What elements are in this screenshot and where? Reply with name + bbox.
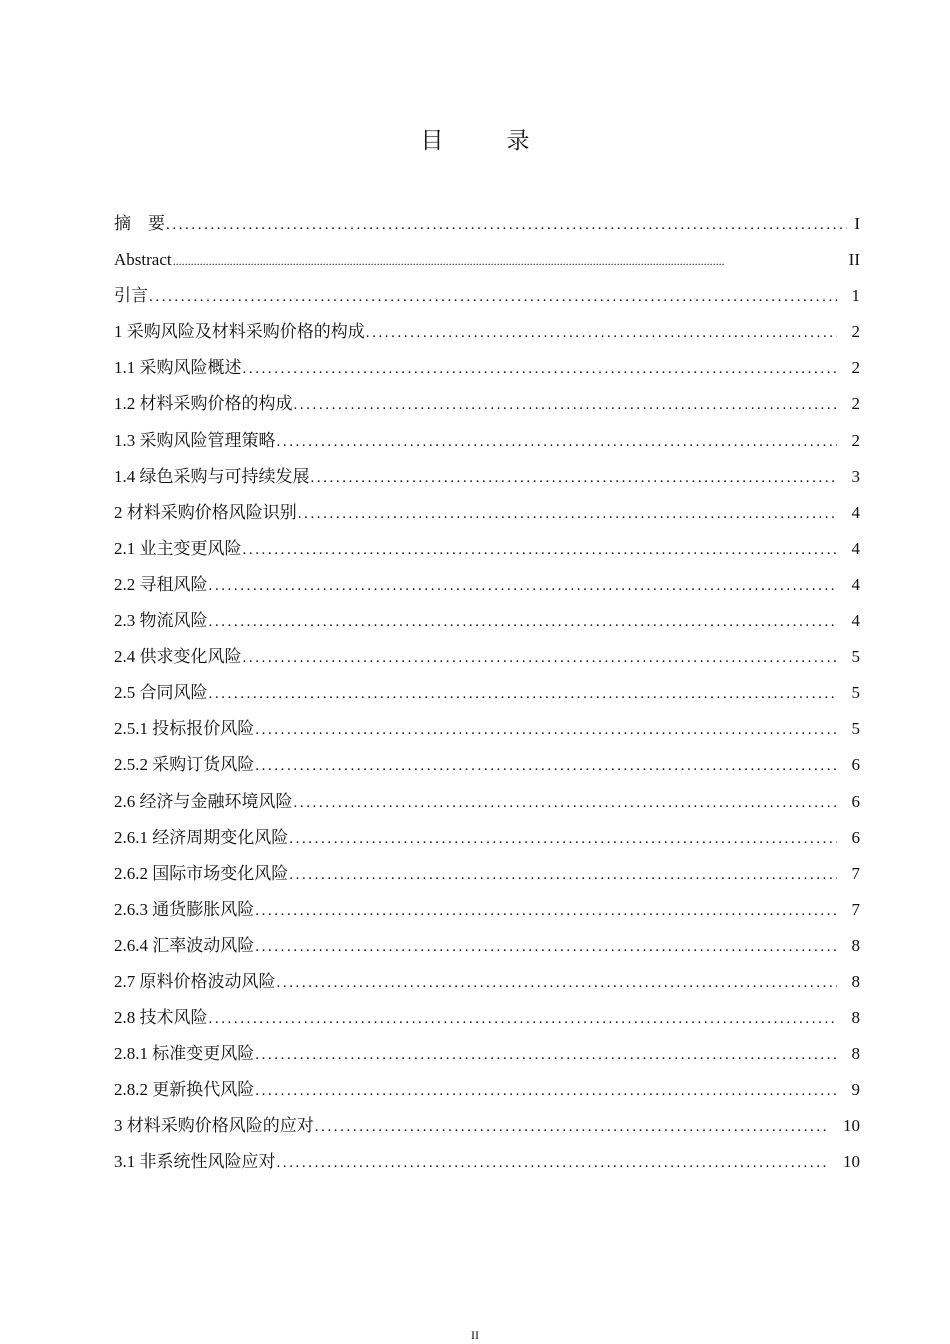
toc-entry-page: 4 [851,538,860,558]
dot-leader [255,1079,837,1103]
toc-entry-chapter-3[interactable] [114,1114,860,1150]
toc-entry-page: 4 [851,611,860,631]
toc-entry-2-6-1[interactable] [114,826,860,862]
toc-entry-1-3[interactable] [114,429,860,465]
dot-leader [166,213,847,237]
toc-entry-label: 2.2 寻租风险 [114,574,208,594]
toc-entry-page: 10 [843,1116,860,1136]
toc-entry-page: 2 [851,430,860,450]
toc-entry-abstract-cn[interactable] [114,212,860,248]
toc-entry-page: 2 [851,322,860,342]
toc-entry-label: 2.3 物流风险 [114,611,208,631]
toc-entry-page: 6 [851,791,860,811]
toc-entry-label: 2.6.4 汇率波动风险 [114,935,255,955]
toc-entry-label: 2 材料采购价格风险识别 [114,502,297,522]
toc-entry-page: 7 [851,899,860,919]
dot-leader [277,1151,831,1175]
toc-entry-2-6[interactable] [114,790,860,826]
dot-leader [315,1115,830,1139]
dot-leader [255,899,837,923]
toc-entry-2-8-2[interactable] [114,1078,860,1114]
toc-entry-2-3[interactable] [114,609,860,645]
toc-entry-page: 8 [851,1044,860,1064]
toc-entry-2-4[interactable] [114,645,860,681]
toc-entry-label: 2.6.3 通货膨胀风险 [114,899,255,919]
toc-entry-1-1[interactable] [114,356,860,392]
dot-leader [243,646,838,670]
toc-entry-label: 2.1 业主变更风险 [114,538,242,558]
dot-leader [243,357,838,381]
toc-entry-label: 1.2 材料采购价格的构成 [114,394,293,414]
toc-entry-abstract-en[interactable] [114,248,860,284]
toc-entry-page: 10 [843,1152,860,1172]
toc-entry-page: 6 [851,755,860,775]
toc-entry-label: 2.8.2 更新换代风险 [114,1080,255,1100]
toc-entry-page: 9 [851,1080,860,1100]
toc-entry-2-7[interactable] [114,970,860,1006]
toc-entry-introduction[interactable] [114,284,860,320]
toc-entry-2-6-2[interactable] [114,862,860,898]
toc-entry-2-6-4[interactable] [114,934,860,970]
toc-entry-label: 1.4 绿色采购与可持续发展 [114,466,310,486]
toc-entry-label: 3.1 非系统性风险应对 [114,1152,276,1172]
toc-entry-2-8-1[interactable] [114,1042,860,1078]
toc-entry-2-2[interactable] [114,573,860,609]
toc-entry-label: Abstract [114,250,172,270]
toc-entry-label: 2.4 供求变化风险 [114,647,242,667]
dot-leader [277,430,838,454]
toc-entry-page: 5 [851,647,860,667]
table-of-contents [114,212,860,1187]
toc-entry-chapter-1[interactable] [114,320,860,356]
toc-entry-label: 2.5.2 采购订货风险 [114,755,255,775]
dot-leader [255,754,837,778]
dot-leader [277,971,838,995]
toc-entry-label: 1 采购风险及材料采购价格的构成 [114,322,365,342]
dot-leader [366,321,837,345]
dot-leader [209,610,838,634]
toc-entry-label: 1.1 采购风险概述 [114,358,242,378]
dot-leader [255,935,837,959]
dot-leader [255,718,837,742]
toc-entry-2-1[interactable] [114,537,860,573]
toc-entry-label: 2.8.1 标准变更风险 [114,1044,255,1064]
toc-entry-page: 2 [851,358,860,378]
toc-entry-2-8[interactable] [114,1006,860,1042]
dot-leader [289,827,837,851]
dot-leader [289,863,837,887]
toc-entry-page: 8 [851,1008,860,1028]
toc-entry-label: 2.6.2 国际市场变化风险 [114,863,289,883]
toc-entry-page: 2 [851,394,860,414]
toc-entry-1-2[interactable] [114,392,860,428]
toc-entry-page: 4 [851,574,860,594]
dot-leader [294,393,838,417]
toc-entry-label: 摘 要 [114,214,165,233]
toc-entry-label: 2.6 经济与金融环境风险 [114,791,293,811]
toc-entry-label: 2.5 合同风险 [114,683,208,703]
toc-entry-3-1[interactable] [114,1150,860,1186]
toc-entry-label: 2.5.1 投标报价风险 [114,719,255,739]
dot-leader [294,791,838,815]
dot-leader [173,249,846,273]
toc-entry-label: 3 材料采购价格风险的应对 [114,1116,314,1136]
dot-leader [209,574,838,598]
toc-entry-page: 3 [851,466,860,486]
dot-leader [255,1043,837,1067]
toc-entry-page: II [848,250,860,270]
toc-entry-2-5-2[interactable] [114,753,860,789]
dot-leader [209,1007,838,1031]
toc-entry-page: 5 [851,683,860,703]
page-title: 目 录 [420,128,550,154]
dot-leader [298,502,837,526]
toc-entry-2-6-3[interactable] [114,898,860,934]
toc-entry-chapter-2[interactable] [114,501,860,537]
toc-entry-page: 4 [851,502,860,522]
toc-entry-2-5[interactable] [114,681,860,717]
toc-entry-label: 1.3 采购风险管理策略 [114,430,276,450]
page-number-footer: II [471,1328,479,1342]
dot-leader [209,682,838,706]
toc-entry-label: 引言 [114,286,148,306]
toc-entry-label: 2.6.1 经济周期变化风险 [114,827,289,847]
toc-entry-2-5-1[interactable] [114,717,860,753]
toc-entry-1-4[interactable] [114,465,860,501]
toc-entry-page: 8 [851,935,860,955]
dot-leader [243,538,838,562]
dot-leader [311,466,838,490]
dot-leader [149,285,837,309]
toc-entry-page: 1 [851,286,860,306]
toc-entry-label: 2.8 技术风险 [114,1008,208,1028]
toc-entry-page: 8 [851,971,860,991]
toc-entry-page: 6 [851,827,860,847]
toc-entry-page: 5 [851,719,860,739]
toc-entry-page: I [854,214,860,233]
toc-entry-label: 2.7 原料价格波动风险 [114,971,276,991]
toc-entry-page: 7 [851,863,860,883]
